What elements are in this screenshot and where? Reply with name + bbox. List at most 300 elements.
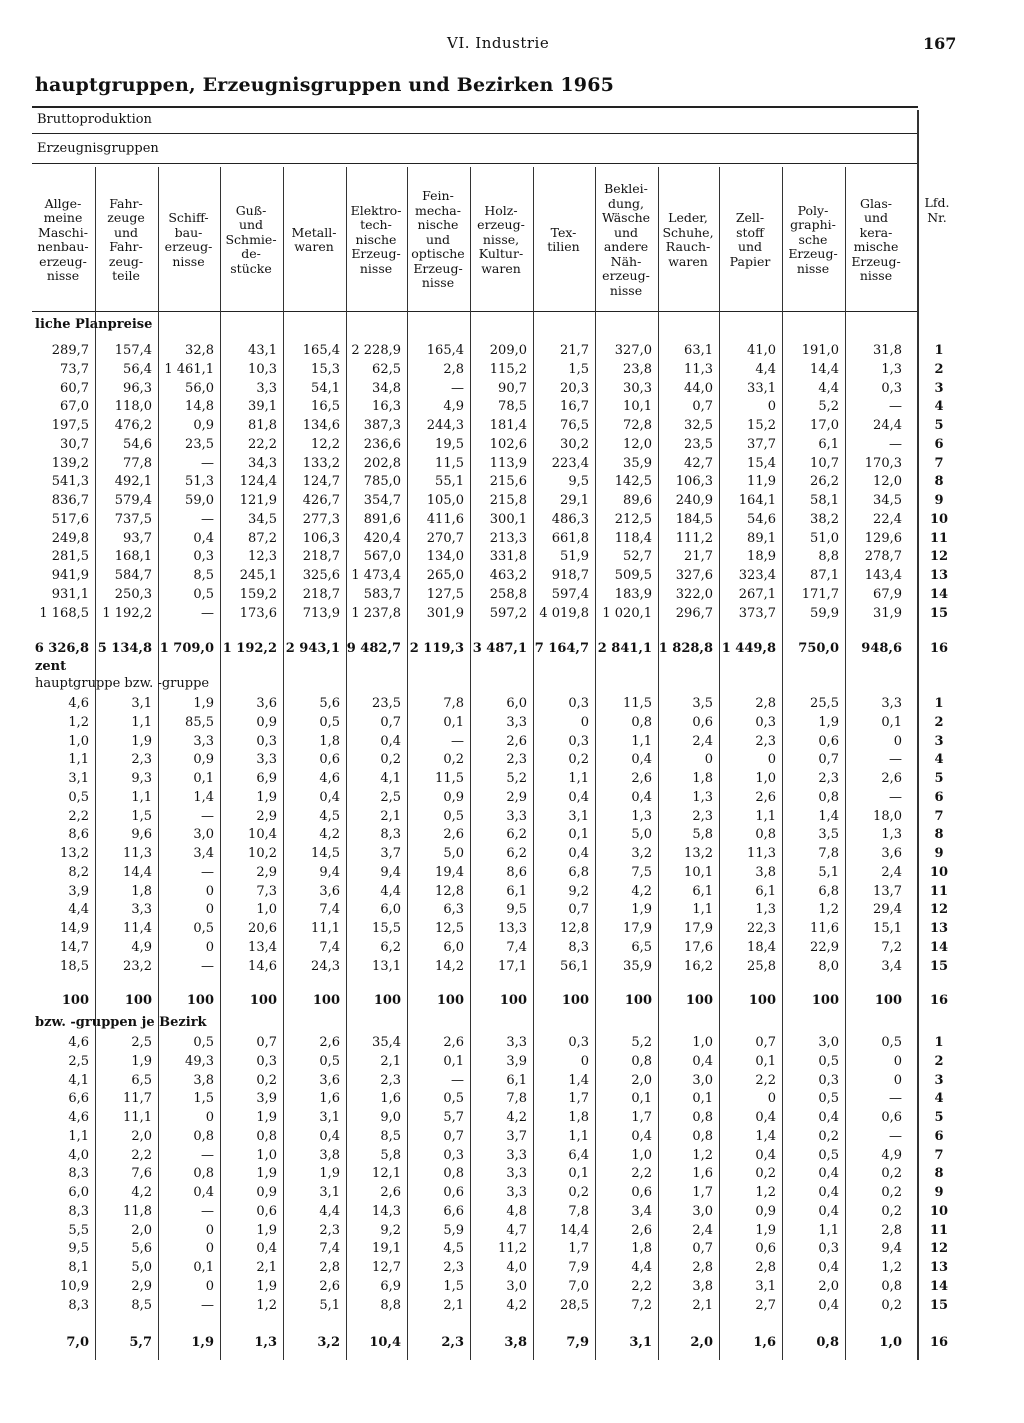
table-cell: 0,4	[755, 1148, 776, 1163]
table-cell: 301,9	[426, 606, 464, 621]
table-cell: 713,9	[302, 606, 340, 621]
table-cell: 0,2	[881, 1166, 902, 1181]
table-cell: 0,4	[755, 1110, 776, 1125]
table-cell: 4,1	[380, 771, 401, 786]
table-cell: 7,3	[256, 884, 277, 899]
table-cell: 0	[205, 940, 214, 955]
table-cell: 2,6	[319, 1035, 340, 1050]
table-cell: 0,1	[443, 1054, 464, 1069]
table-cell: 2,7	[755, 1298, 776, 1313]
table-cell: 73,7	[60, 362, 89, 377]
table-cell: 35,9	[623, 959, 652, 974]
table-cell: 2,5	[380, 790, 401, 805]
table-cell: 7,8	[568, 1204, 589, 1219]
table-cell: 1,2	[818, 902, 839, 917]
table-cell: 100	[312, 993, 340, 1008]
table-cell: 0,3	[568, 696, 589, 711]
table-cell: 6,1	[818, 437, 839, 452]
table-cell: 387,3	[363, 418, 401, 433]
table-cell: 1,1	[755, 809, 776, 824]
table-cell: 6,1	[755, 884, 776, 899]
table-cell: 0,9	[256, 715, 277, 730]
table-cell: 891,6	[363, 512, 401, 527]
table-cell: 0,5	[193, 1035, 214, 1050]
table-cell: 31,8	[873, 343, 902, 358]
table-cell: 1,6	[692, 1166, 713, 1181]
table-cell: 9,0	[380, 1110, 401, 1125]
table-cell: 277,3	[302, 512, 340, 527]
table-cell: 51,3	[185, 474, 214, 489]
table-cell: 7,8	[443, 696, 464, 711]
table-cell: 0,5	[193, 921, 214, 936]
table-cell: 18,4	[747, 940, 776, 955]
table-cell: 325,6	[302, 568, 340, 583]
table-cell: 250,3	[114, 587, 152, 602]
table-cell: 1,9	[256, 1223, 277, 1238]
table-cell: 1 192,2	[102, 606, 152, 621]
running-head: VI. Industrie	[447, 34, 550, 52]
table-cell: 4,2	[631, 884, 652, 899]
table-cell: 0,8	[755, 827, 776, 842]
table-cell: 597,4	[551, 587, 589, 602]
table-cell: 0,3	[755, 715, 776, 730]
table-cell: 4,4	[818, 381, 839, 396]
table-cell: 11,6	[810, 921, 839, 936]
table-cell: 15,5	[372, 921, 401, 936]
table-cell: 0,6	[692, 715, 713, 730]
table-cell: 7,6	[131, 1166, 152, 1181]
table-cell: 7,2	[631, 1298, 652, 1313]
table-cell: 1,1	[68, 1129, 89, 1144]
table-cell: 3,2	[631, 846, 652, 861]
table-cell: 6,9	[256, 771, 277, 786]
table-cell: 2,1	[380, 809, 401, 824]
table-cell: 1 461,1	[164, 362, 214, 377]
table-cell: 3,3	[506, 715, 527, 730]
table-cell: 509,5	[614, 568, 652, 583]
rule-header-bottom	[32, 311, 918, 312]
table-cell: 8,6	[506, 865, 527, 880]
table-cell: 0,8	[692, 1110, 713, 1125]
table-cell: 102,6	[489, 437, 527, 452]
table-cell: 12,0	[873, 474, 902, 489]
table-cell: 8,3	[380, 827, 401, 842]
table-cell: 215,6	[489, 474, 527, 489]
table-cell: 3,6	[319, 884, 340, 899]
table-cell: 3,3	[506, 1035, 527, 1050]
table-cell: 1,6	[380, 1091, 401, 1106]
table-cell: 10,4	[369, 1335, 401, 1350]
lfd-nr-cell: 10	[929, 512, 949, 527]
table-cell: 1,3	[631, 809, 652, 824]
table-cell: 0,3	[443, 1148, 464, 1163]
table-cell: 202,8	[363, 456, 401, 471]
table-cell: 1,3	[755, 902, 776, 917]
table-cell: 93,7	[123, 531, 152, 546]
table-cell: 7,9	[566, 1335, 589, 1350]
table-cell: 13,4	[248, 940, 277, 955]
lfd-nr-cell: 1	[934, 696, 944, 711]
table-cell: 2,8	[755, 1260, 776, 1275]
table-cell: 1,7	[631, 1110, 652, 1125]
table-cell: 183,9	[614, 587, 652, 602]
table-cell: 2,6	[380, 1185, 401, 1200]
rule-bruttoproduktion	[32, 133, 918, 134]
table-cell: 213,3	[489, 531, 527, 546]
table-cell: 2,3	[443, 1260, 464, 1275]
table-cell: 2,3	[131, 752, 152, 767]
table-cell: 1,9	[256, 1110, 277, 1125]
table-cell: 1,9	[131, 734, 152, 749]
table-cell: 4,6	[319, 771, 340, 786]
column-divider	[917, 110, 919, 1360]
table-cell: 3,1	[629, 1335, 652, 1350]
table-cell: 0	[205, 1279, 214, 1294]
table-cell: 3,3	[256, 381, 277, 396]
table-cell: 785,0	[363, 474, 401, 489]
table-cell: 2,6	[631, 1223, 652, 1238]
table-cell: 1,1	[68, 752, 89, 767]
table-cell: 191,0	[801, 343, 839, 358]
table-cell: 0,2	[881, 1204, 902, 1219]
table-cell: 7,2	[881, 940, 902, 955]
table-cell: 7,4	[319, 940, 340, 955]
column-header: Allge- meine Maschi- nenbau- erzeug- nisse	[37, 195, 89, 283]
table-cell: 0,5	[193, 587, 214, 602]
table-cell: 0,2	[380, 752, 401, 767]
lfd-nr-cell: 10	[929, 865, 949, 880]
table-cell: 19,4	[435, 865, 464, 880]
table-cell: 89,1	[747, 531, 776, 546]
table-cell: 0,7	[568, 902, 589, 917]
table-cell: 597,2	[489, 606, 527, 621]
table-cell: —	[889, 399, 902, 414]
table-cell: 2,8	[319, 1260, 340, 1275]
table-cell: 1,0	[631, 1148, 652, 1163]
erzeugnisgruppen-label: Erzeugnisgruppen	[37, 141, 159, 156]
table-cell: 2,8	[881, 1223, 902, 1238]
table-cell: 56,4	[123, 362, 152, 377]
table-cell: 15,3	[311, 362, 340, 377]
lfd-nr-cell: 4	[934, 399, 944, 414]
table-cell: 181,4	[489, 418, 527, 433]
table-cell: 1 168,5	[39, 606, 89, 621]
table-cell: 37,7	[747, 437, 776, 452]
table-cell: 323,4	[738, 568, 776, 583]
table-cell: 0	[205, 1110, 214, 1125]
section-label: bzw. -gruppen je Bezirk	[35, 1015, 207, 1030]
table-cell: 4,6	[68, 696, 89, 711]
table-cell: 96,3	[123, 381, 152, 396]
table-cell: 12,2	[311, 437, 340, 452]
bruttoproduktion-label: Bruttoproduktion	[37, 112, 152, 127]
lfd-nr-cell: 13	[929, 1260, 949, 1275]
table-cell: 59,0	[185, 493, 214, 508]
table-cell: 244,3	[426, 418, 464, 433]
lfd-nr-cell: 4	[934, 752, 944, 767]
table-cell: 3,1	[319, 1185, 340, 1200]
table-cell: 6 326,8	[34, 641, 89, 656]
table-cell: 0,6	[818, 734, 839, 749]
table-cell: 85,5	[185, 715, 214, 730]
table-cell: 13,1	[372, 959, 401, 974]
table-cell: 4,6	[68, 1035, 89, 1050]
table-cell: 67,9	[873, 587, 902, 602]
table-cell: 6,0	[506, 696, 527, 711]
table-cell: 3,5	[818, 827, 839, 842]
table-cell: 9,5	[506, 902, 527, 917]
table-cell: 6,2	[380, 940, 401, 955]
table-cell: 2,6	[631, 771, 652, 786]
table-cell: 5,2	[818, 399, 839, 414]
lfd-nr-cell: 2	[934, 715, 944, 730]
table-cell: 111,2	[675, 531, 713, 546]
table-cell: —	[201, 1204, 214, 1219]
lfd-nr-cell: 14	[929, 940, 949, 955]
table-cell: 492,1	[114, 474, 152, 489]
table-cell: 5,6	[319, 696, 340, 711]
lfd-nr-cell: 14	[929, 587, 949, 602]
table-cell: 100	[61, 993, 89, 1008]
table-cell: 4,5	[443, 1241, 464, 1256]
table-cell: 11,2	[498, 1241, 527, 1256]
lfd-nr-cell: 11	[929, 884, 949, 899]
column-header: Leder, Schuhe, Rauch- waren	[662, 210, 714, 269]
table-cell: 0,4	[319, 1129, 340, 1144]
table-cell: 2,8	[755, 696, 776, 711]
table-cell: 0,9	[193, 418, 214, 433]
table-cell: 3,0	[692, 1073, 713, 1088]
table-cell: 12,8	[435, 884, 464, 899]
table-cell: 1 192,2	[222, 641, 277, 656]
table-cell: 1,9	[319, 1166, 340, 1181]
table-cell: 463,2	[489, 568, 527, 583]
table-cell: 8,6	[68, 827, 89, 842]
table-cell: 127,5	[426, 587, 464, 602]
table-cell: 354,7	[363, 493, 401, 508]
table-cell: —	[451, 1073, 464, 1088]
table-cell: 171,7	[801, 587, 839, 602]
table-cell: 3,0	[506, 1279, 527, 1294]
table-cell: 2,6	[755, 790, 776, 805]
table-cell: 51,9	[560, 549, 589, 564]
table-cell: 17,0	[810, 418, 839, 433]
table-cell: 737,5	[114, 512, 152, 527]
table-cell: 8,5	[193, 568, 214, 583]
lfd-nr-cell: 9	[934, 493, 944, 508]
table-cell: 8,8	[818, 549, 839, 564]
table-cell: 0,4	[380, 734, 401, 749]
table-cell: 0,1	[755, 1054, 776, 1069]
table-cell: 29,1	[560, 493, 589, 508]
table-cell: 3,8	[755, 865, 776, 880]
table-cell: 100	[373, 993, 401, 1008]
table-cell: 2,0	[818, 1279, 839, 1294]
table-cell: 1,4	[193, 790, 214, 805]
table-cell: 3,7	[506, 1129, 527, 1144]
table-cell: 661,8	[551, 531, 589, 546]
table-cell: 23,5	[684, 437, 713, 452]
table-cell: 2 943,1	[285, 641, 340, 656]
table-cell: 567,0	[363, 549, 401, 564]
lfd-nr-cell: 16	[929, 641, 949, 656]
table-cell: —	[201, 606, 214, 621]
table-cell: 2,5	[131, 1035, 152, 1050]
table-cell: 2,3	[818, 771, 839, 786]
table-cell: 56,1	[560, 959, 589, 974]
lfd-nr-cell: 12	[929, 1241, 949, 1256]
table-cell: 0,9	[193, 752, 214, 767]
table-cell: 2,0	[131, 1129, 152, 1144]
table-cell: 7,8	[818, 846, 839, 861]
table-cell: 18,0	[873, 809, 902, 824]
table-cell: 134,0	[426, 549, 464, 564]
table-cell: 0,2	[818, 1129, 839, 1144]
table-cell: 121,9	[239, 493, 277, 508]
table-cell: 17,1	[498, 959, 527, 974]
table-cell: 5,1	[319, 1298, 340, 1313]
table-cell: 4,5	[319, 809, 340, 824]
table-cell: 23,2	[123, 959, 152, 974]
table-cell: 32,8	[185, 343, 214, 358]
table-cell: 5,8	[692, 827, 713, 842]
table-cell: —	[889, 752, 902, 767]
table-cell: 76,5	[560, 418, 589, 433]
table-cell: 1,4	[818, 809, 839, 824]
table-cell: 4,9	[131, 940, 152, 955]
table-cell: 14,2	[435, 959, 464, 974]
table-cell: 0,8	[631, 715, 652, 730]
table-cell: 3,1	[319, 1110, 340, 1125]
table-cell: 6,1	[506, 884, 527, 899]
column-header: Poly- graphi- sche Erzeug- nisse	[788, 202, 838, 276]
table-cell: 2,6	[506, 734, 527, 749]
table-cell: 100	[874, 993, 902, 1008]
table-cell: 2,4	[881, 865, 902, 880]
table-cell: 113,9	[489, 456, 527, 471]
table-cell: 159,2	[239, 587, 277, 602]
table-cell: 3 487,1	[472, 641, 527, 656]
table-cell: 81,8	[248, 418, 277, 433]
table-cell: 11,1	[311, 921, 340, 936]
lfd-nr-cell: 15	[929, 959, 949, 974]
table-cell: 3,1	[755, 1279, 776, 1294]
table-cell: 2,4	[692, 1223, 713, 1238]
table-cell: —	[201, 1298, 214, 1313]
table-cell: 10,4	[248, 827, 277, 842]
table-cell: 1,2	[881, 1260, 902, 1275]
table-cell: 0,3	[568, 734, 589, 749]
table-cell: 2,8	[692, 1260, 713, 1275]
table-cell: 2,6	[319, 1279, 340, 1294]
table-cell: 3,2	[317, 1335, 340, 1350]
table-cell: 5,2	[506, 771, 527, 786]
table-cell: 2,3	[441, 1335, 464, 1350]
table-cell: —	[201, 512, 214, 527]
table-cell: 9 482,7	[346, 641, 401, 656]
table-cell: 105,0	[426, 493, 464, 508]
lfd-nr-cell: 11	[929, 531, 949, 546]
lfd-nr-cell: 11	[929, 1223, 949, 1238]
table-cell: 38,2	[810, 512, 839, 527]
table-cell: 0,5	[443, 1091, 464, 1106]
table-cell: 0	[893, 734, 902, 749]
table-cell: 9,4	[881, 1241, 902, 1256]
table-cell: 486,3	[551, 512, 589, 527]
table-cell: 0,2	[881, 1298, 902, 1313]
table-cell: 2,2	[631, 1166, 652, 1181]
table-cell: 236,6	[363, 437, 401, 452]
table-cell: 15,4	[747, 456, 776, 471]
table-cell: 300,1	[489, 512, 527, 527]
table-cell: 3,3	[881, 696, 902, 711]
table-cell: 139,2	[51, 456, 89, 471]
table-cell: 0,8	[193, 1166, 214, 1181]
table-cell: 579,4	[114, 493, 152, 508]
table-cell: 1,3	[881, 362, 902, 377]
table-cell: 4,2	[319, 827, 340, 842]
table-cell: —	[201, 959, 214, 974]
column-header: Metall- waren	[291, 224, 337, 254]
table-cell: 0,3	[193, 549, 214, 564]
table-cell: 118,0	[114, 399, 152, 414]
lfd-nr-cell: 3	[934, 381, 944, 396]
table-cell: 10,9	[60, 1279, 89, 1294]
table-cell: 24,4	[873, 418, 902, 433]
table-cell: 1,8	[692, 771, 713, 786]
table-cell: 0,4	[193, 531, 214, 546]
table-cell: 16,3	[372, 399, 401, 414]
table-cell: 215,8	[489, 493, 527, 508]
lfd-nr-cell: 3	[934, 1073, 944, 1088]
table-cell: 7,9	[568, 1260, 589, 1275]
table-cell: 54,6	[747, 512, 776, 527]
table-cell: 2,3	[380, 1073, 401, 1088]
table-cell: 11,5	[435, 456, 464, 471]
table-cell: 1,9	[131, 1054, 152, 1069]
table-cell: 14,3	[372, 1204, 401, 1219]
table-cell: 0,6	[881, 1110, 902, 1125]
table-cell: 0,4	[631, 752, 652, 767]
table-cell: 270,7	[426, 531, 464, 546]
column-header: Glas- und kera- mische Erzeug- nisse	[851, 195, 901, 283]
table-cell: 918,7	[551, 568, 589, 583]
table-cell: 9,4	[380, 865, 401, 880]
table-cell: 0,4	[193, 1185, 214, 1200]
table-cell: —	[201, 456, 214, 471]
lfd-nr-cell: 7	[934, 1148, 944, 1163]
lfd-nr-cell: 4	[934, 1091, 944, 1106]
table-cell: 133,2	[302, 456, 340, 471]
table-cell: 8,3	[68, 1298, 89, 1313]
table-cell: 8,0	[818, 959, 839, 974]
section-label: liche Planpreise	[35, 317, 153, 332]
table-cell: 2,2	[131, 1148, 152, 1163]
table-cell: 77,8	[123, 456, 152, 471]
table-cell: 12,8	[560, 921, 589, 936]
table-cell: 143,4	[864, 568, 902, 583]
table-cell: 0,5	[881, 1035, 902, 1050]
table-cell: 249,8	[51, 531, 89, 546]
table-cell: 7,5	[631, 865, 652, 880]
table-cell: 420,4	[363, 531, 401, 546]
table-cell: 836,7	[51, 493, 89, 508]
table-cell: 1,5	[443, 1279, 464, 1294]
lfd-nr-cell: 5	[934, 418, 944, 433]
table-cell: 0,7	[755, 1035, 776, 1050]
table-cell: 0,2	[568, 1185, 589, 1200]
table-cell: 3,4	[881, 959, 902, 974]
